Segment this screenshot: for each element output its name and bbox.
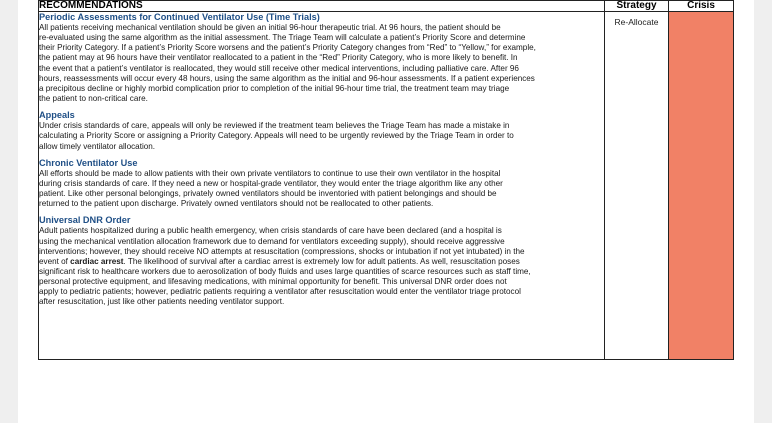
section-body (39, 169, 604, 210)
text-line: interventions; however, they should receive NO attempts at resuscitation (compressions, shocks or intubation if not yet intubated) in the (39, 246, 525, 256)
text-line: their Priority Category. If a patient’s Priority Score worsens and the patient’s Priority Category changes from “Red” to “Yellow,” for example, (39, 43, 536, 53)
section-appeals (39, 110, 604, 151)
text-line: hours, reassessments will occur every 48 hours, using the same algorithm as the initial and 96-hour assessments. If a patient experiences (39, 73, 535, 83)
text-line: calculating a Priority Score or assigning a Priority Category. Appeals will need to be urgently reviewed by the Triage Team in order to (39, 131, 514, 141)
text-line: All patients receiving mechanical ventilation should be given an initial 96-hour therapeutic trial. At 96 hours, the patient should be (39, 23, 501, 32)
text-line: personal protective equipment, and lifesaving medications, with minimal opportunity for benefit. This universal DNR order does not (39, 277, 507, 287)
recommendations-cell (39, 12, 605, 360)
text-line: allow timely ventilator allocation. (39, 141, 156, 151)
section-universal-dnr (39, 215, 604, 307)
section-time-trials (39, 12, 604, 104)
section-title: Periodic Assessments for Continued Ventilator Use (Time Trials) (39, 12, 320, 22)
recommendations-table (38, 0, 734, 360)
text-line: after resuscitation, just like other patients needing ventilator support. (39, 297, 285, 307)
text-fragment: . The likelihood of survival after a cardiac arrest is extremely low for adult patients. As well, resuscitation poses (123, 256, 520, 266)
section-title: Appeals (39, 110, 75, 121)
section-chronic-ventilator (39, 158, 604, 210)
text-line: the patient to non-critical care. (39, 94, 148, 104)
crisis-cell (669, 12, 734, 360)
header-crisis: Crisis (669, 1, 734, 12)
text-fragment: event of (39, 256, 71, 266)
table-row (39, 12, 734, 360)
text-line: the event that a patient’s ventilator is reallocated, they would still receive other medical interventions, including palliative care. After 96 (39, 63, 519, 73)
text-line: re-evaluated using the same algorithm as the initial assessment. The Triage Team will calculate a patient’s Priority Score and determine (39, 33, 526, 43)
text-line: the patient may at 96 hours have their ventilator reallocated to a patient in the “Red” Priority Category, who is more likely to benefit. In (39, 53, 518, 63)
section-title: Universal DNR Order (39, 215, 131, 226)
table-header-row (39, 1, 734, 12)
section-title: Chronic Ventilator Use (39, 157, 138, 168)
section-body (39, 23, 604, 104)
document-page (18, 0, 754, 423)
strategy-cell (605, 12, 669, 360)
text-line: Under crisis standards of care, appeals will only be reviewed if the treatment team believes the Triage Team has made a mistake in (39, 121, 510, 131)
header-strategy: Strategy (605, 1, 669, 12)
text-line: All efforts should be made to allow patients with their own private ventilators to continue to use their own ventilator in the hospital (39, 168, 501, 178)
text-line: significant risk to healthcare workers due to aerosolization of body fluids and uses large quantities of scarce resources such as staff time, (39, 266, 531, 276)
text-line: during crisis standards of care. If they need a new or hospital-grade ventilator, they would enter the triage algorithm like any other (39, 178, 503, 188)
text-line-with-bold (39, 257, 604, 267)
strategy-value: Re-Allocate (614, 17, 659, 27)
section-body (39, 226, 604, 307)
text-line: apply to pediatric patients; however, pediatric patients requiring a ventilator after resuscitation would enter the ventilator triage protocol (39, 287, 521, 297)
header-recommendations: RECOMMENDATIONS (39, 1, 605, 12)
text-line: using the mechanical ventilation allocation framework due to demand for ventilators exceeding supply), should receive aggressive (39, 236, 505, 246)
bold-text-cardiac-arrest: cardiac arrest (70, 256, 124, 266)
text-line: a precipitous decline or highly morbid complication prior to completion of the initial 96-hour time trial, the treatment team may triage (39, 83, 510, 93)
section-body (39, 121, 604, 151)
text-line: patient. Like other personal belongings, privately owned ventilators should be inventoried with patient belongings and should be (39, 189, 497, 199)
text-line: returned to the patient upon discharge. Privately owned ventilators should not be reallocated to other patients. (39, 199, 434, 209)
text-line: Adult patients hospitalized during a public health emergency, when crisis standards of care have been declared (and a hospital is (39, 226, 502, 236)
